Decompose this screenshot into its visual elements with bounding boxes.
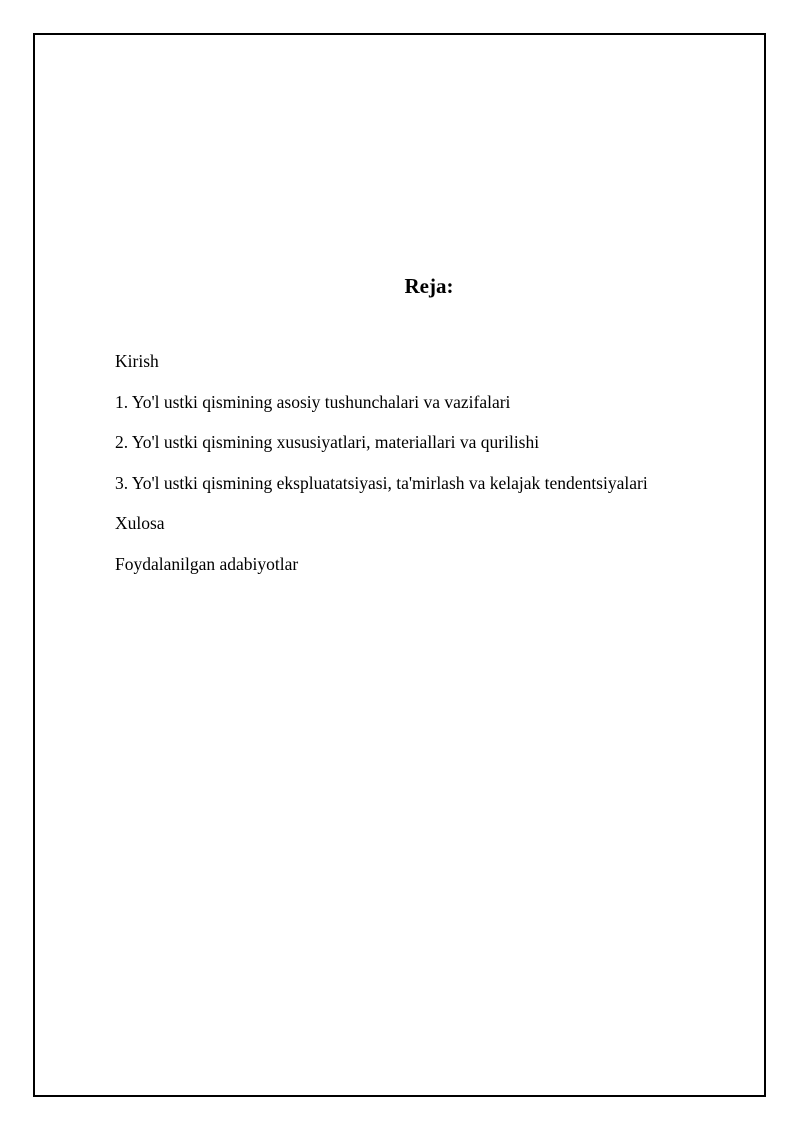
- plan-item-chapter-3: 3. Yo'l ustki qismining ekspluatatsiyasi, ta'mirlash va kelajak tendentsiyalari: [115, 472, 648, 493]
- page-title: Reja:: [404, 274, 454, 298]
- plan-item-chapter-1: 1. Yo'l ustki qismining asosiy tushunchalari va vazifalari: [115, 391, 511, 412]
- plan-item-chapter-2: 2. Yo'l ustki qismining xususiyatlari, materiallari va qurilishi: [115, 432, 540, 453]
- plan-item-conclusion: Xulosa: [115, 513, 165, 534]
- plan-item-introduction: Kirish: [115, 351, 159, 371]
- plan-item-references: Foydalanilgan adabiyotlar: [115, 553, 299, 574]
- plan-list: [115, 351, 648, 595]
